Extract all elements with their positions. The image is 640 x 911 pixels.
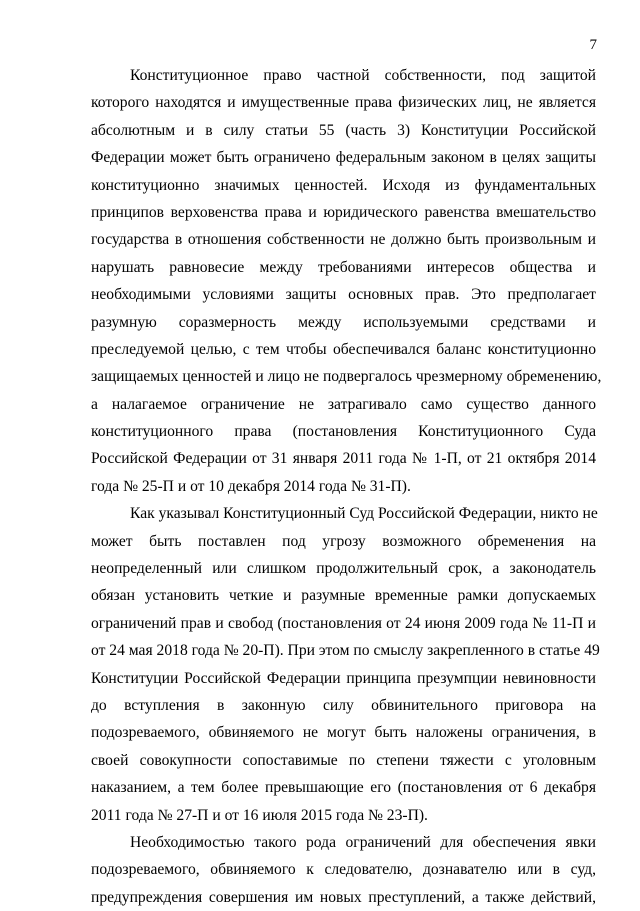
text-line: предупреждения совершения им новых преступлений, а также действий, [91, 888, 596, 906]
text-line: конституционно значимых ценностей. Исходя из фундаментальных [91, 176, 596, 194]
text-line: Необходимостью такого рода ограничений для обеспечения явки [130, 833, 596, 851]
text-line: неопределенный или слишком продолжительный срок, а законодатель [91, 560, 596, 578]
text-line: которого находятся и имущественные права физических лиц, не является [91, 94, 596, 112]
text-line: своей совокупности сопоставимые по степени тяжести с уголовным [91, 751, 596, 769]
text-line: Конституции Российской Федерации принципа презумпции невиновности [91, 669, 596, 687]
text-line: до вступления в законную силу обвинительного приговора на [91, 696, 596, 714]
text-line: конституционного права (постановления Конституционного Суда [91, 423, 596, 441]
text-line: абсолютным и в силу статьи 55 (часть 3) Конституции Российской [91, 121, 596, 139]
text-line: года № 25-П и от 10 декабря 2014 года № 31-П). [91, 477, 411, 495]
text-line: защищаемых ценностей и лицо не подвергалось чрезмерному обременению, [91, 368, 602, 386]
document-body [91, 62, 602, 911]
text-line: необходимыми условиями защиты основных прав. Это предполагает [91, 286, 596, 304]
page-number: 7 [589, 37, 597, 53]
text-line: принципов верховенства права и юридического равенства вмешательство [91, 203, 596, 221]
text-line: Конституционное право частной собственности, под защитой [130, 67, 596, 84]
text-line: обязан установить четкие и разумные временные рамки допускаемых [91, 587, 596, 605]
text-line: а налагаемое ограничение не затрагивало само существо данного [91, 395, 596, 413]
text-line: подозреваемого, обвиняемого не могут быть наложены ограничения, в [91, 724, 596, 742]
text-line: наказанием, а тем более превышающие его (постановления от 6 декабря [91, 779, 596, 797]
text-line: подозреваемого, обвиняемого к следователю, дознавателю или в суд, [91, 861, 596, 879]
text-line: нарушать равновесие между требованиями интересов общества и [91, 258, 596, 276]
text-line: может быть поставлен под угрозу возможного обременения на [91, 532, 596, 550]
text-line: Федерации может быть ограничено федеральным законом в целях защиты [91, 149, 596, 167]
text-line: Как указывал Конституционный Суд Российской Федерации, никто не [130, 505, 598, 523]
text-line: Российской Федерации от 31 января 2011 года № 1-П, от 21 октября 2014 [91, 450, 596, 468]
text-line: 2011 года № 27-П и от 16 июля 2015 года № 23-П). [91, 806, 428, 824]
paragraph-burden-limits [91, 500, 600, 829]
paragraph-restriction-necessity [91, 829, 596, 911]
text-line: государства в отношения собственности не должно быть произвольным и [91, 231, 596, 249]
paragraph-property-rights [91, 62, 602, 500]
text-line: преследуемой целью, с тем чтобы обеспечивался баланс конституционно [91, 340, 596, 358]
text-line: от 24 мая 2018 года № 20-П). При этом по смыслу закрепленного в статье 49 [91, 642, 600, 660]
text-line: разумную соразмерность между используемыми средствами и [91, 313, 596, 331]
text-line: ограничений прав и свобод (постановления от 24 июня 2009 года № 11-П и [91, 614, 596, 632]
